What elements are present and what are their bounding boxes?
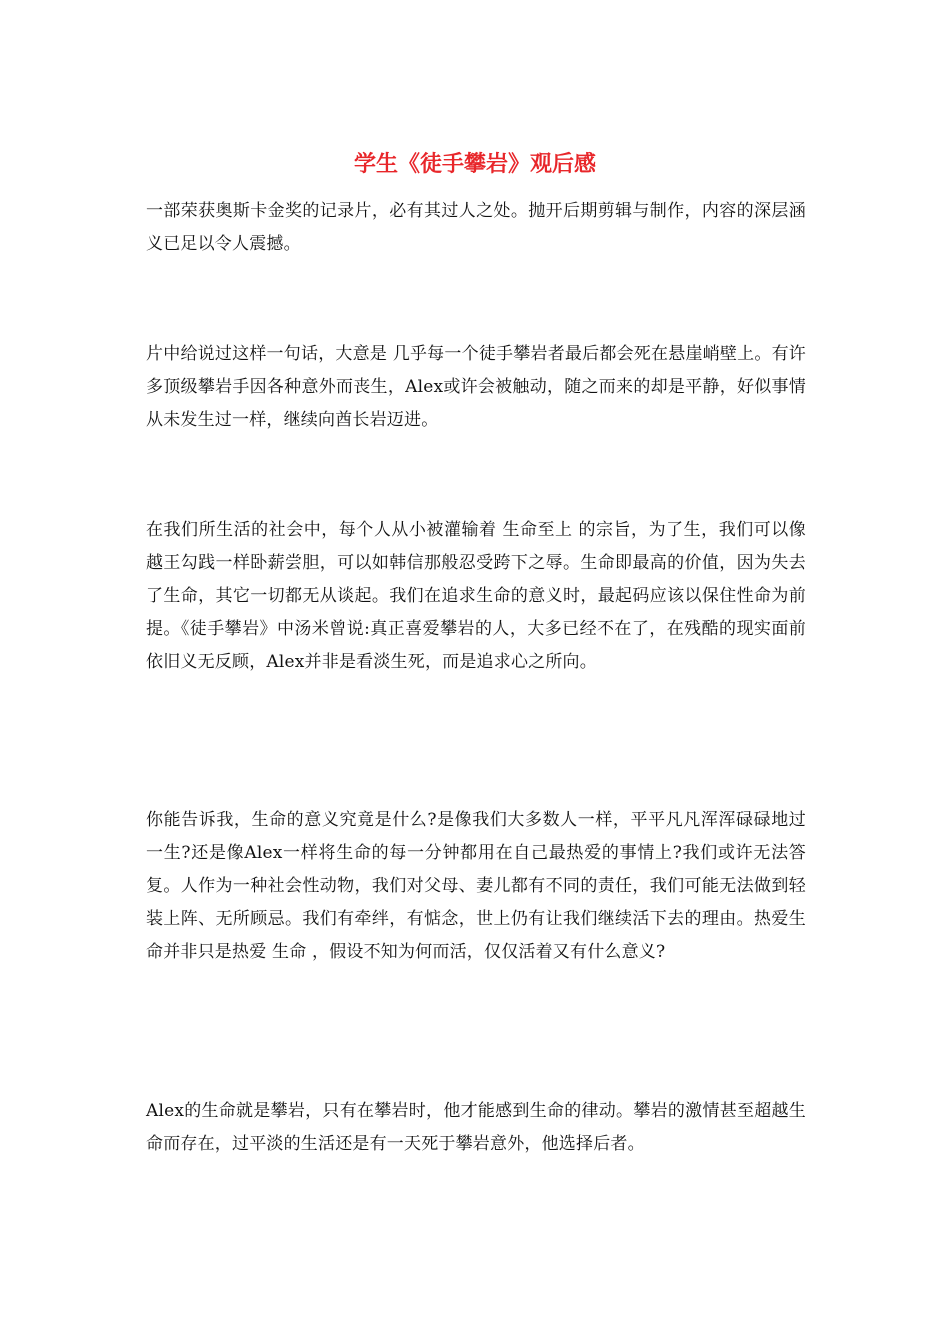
paragraph-4: 你能告诉我，生命的意义究竟是什么?是像我们大多数人一样，平平凡凡浑浑碌碌地过一生?还是像Alex一样将生命的每一分钟都用在自己最热爱的事情上?我们或许无法答复。人作为一种社会性动物，我们对父母、妻儿都有不同的责任，我们可能无法做到轻装上阵、无所顾忌。我们有牵绊，有惦念，世上仍有让我们继续活下去的理由。热爱生命并非只是热爱 生命 ，假设不知为何而活，仅仅活着又有什么意义? — [146, 810, 806, 962]
paragraph-1: 一部荣获奥斯卡金奖的记录片，必有其过人之处。抛开后期剪辑与制作，内容的深层涵义已足以令人震撼。 — [146, 201, 806, 254]
paragraph-2: 片中给说过这样一句话，大意是 几乎每一个徒手攀岩者最后都会死在悬崖峭壁上。有许多顶级攀岩手因各种意外而丧生，Alex或许会被触动，随之而来的却是平静，好似事情从未发生过一样，继续向酋长岩迈进。 — [146, 344, 806, 430]
paragraph-5: Alex的生命就是攀岩，只有在攀岩时，他才能感到生命的律动。攀岩的激情甚至超越生命而存在，过平淡的生活还是有一天死于攀岩意外，他选择后者。 — [146, 1101, 806, 1154]
document-title: 学生《徒手攀岩》观后感 — [353, 152, 596, 177]
paragraph-3: 在我们所生活的社会中，每个人从小被灌输着 生命至上 的宗旨，为了生，我们可以像越王勾践一样卧薪尝胆，可以如韩信那般忍受跨下之辱。生命即最高的价值，因为失去了生命，其它一切都无从谈起。我们在追求生命的意义时，最起码应该以保住性命为前提。《徒手攀岩》中汤米曾说:真正喜爱攀岩的人，大多已经不在了，在残酷的现实面前依旧义无反顾，Alex并非是看淡生死，而是追求心之所向。 — [146, 520, 806, 672]
